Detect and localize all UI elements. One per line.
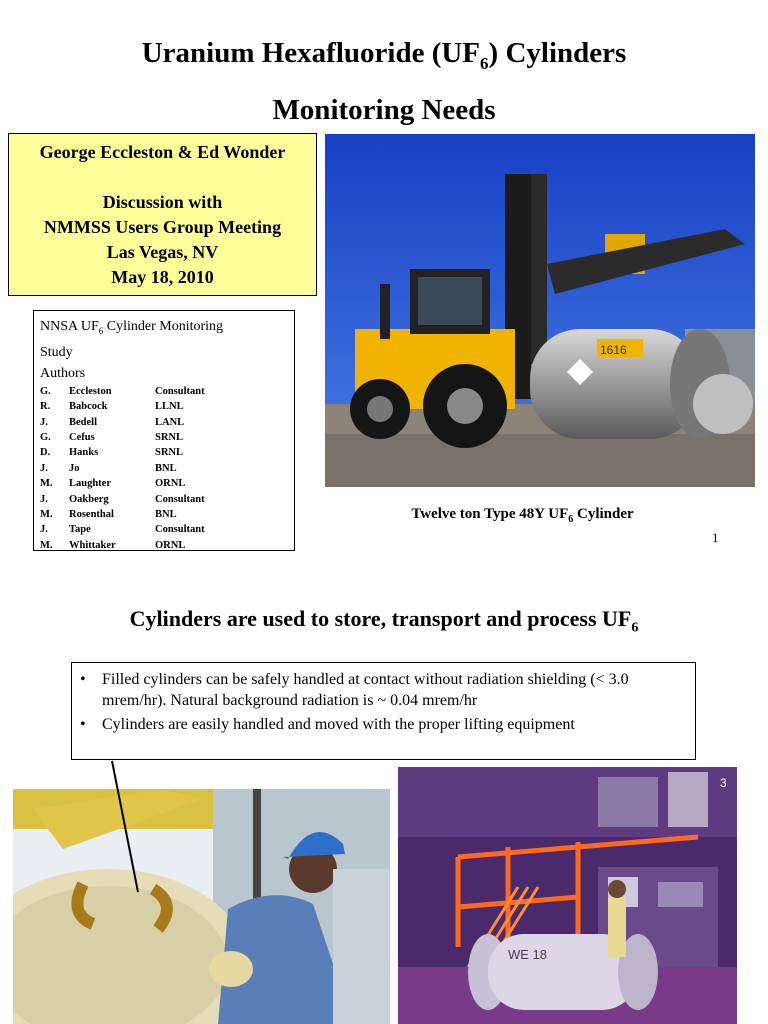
author-row xyxy=(40,476,205,491)
meeting-line-1: Discussion with xyxy=(102,192,223,212)
section-title: Cylinders are used to store, transport and process $UF_6$ xyxy=(129,606,639,636)
author-initial: J. xyxy=(40,493,48,505)
author-name: Eccleston xyxy=(69,385,112,397)
author-initial: G. xyxy=(40,432,51,444)
author-name: Babcock xyxy=(69,401,108,413)
slide-title xyxy=(0,30,768,133)
study-authors-box xyxy=(33,310,295,551)
author-row xyxy=(40,399,205,414)
meeting-location: Las Vegas, NV xyxy=(106,242,219,262)
bullet-box xyxy=(71,662,696,760)
author-affiliation: Consultant xyxy=(155,385,205,397)
facility-sign-label: 3 xyxy=(720,776,727,790)
author-affiliation: ORNL xyxy=(155,478,186,490)
author-row xyxy=(40,522,205,537)
author-name: Hanks xyxy=(69,447,99,459)
author-row xyxy=(40,538,205,553)
author-initial: M. xyxy=(40,509,53,521)
author-row xyxy=(40,430,205,445)
author-name: Bedell xyxy=(69,416,97,428)
author-initial: M. xyxy=(40,478,53,490)
study-heading: NNSA $UF_6$ Cylinder Monitoring Study Authors xyxy=(40,319,224,381)
author-initial: J. xyxy=(40,524,48,536)
author-name: Whittaker xyxy=(69,539,116,551)
author-initial: J. xyxy=(40,462,48,474)
author-row xyxy=(40,461,205,476)
title-line-1: Uranium Hexafluoride $(UF_6)$ Cylinders xyxy=(141,37,627,73)
author-affiliation: ORNL xyxy=(155,539,186,551)
authors-table xyxy=(40,384,205,553)
author-initial: R. xyxy=(40,401,51,413)
author-initial: G. xyxy=(40,385,51,397)
author-name: Jo xyxy=(69,462,80,474)
forklift-cylinder-photo xyxy=(325,134,755,487)
facility-cylinder-label: WE 18 xyxy=(508,947,548,962)
author-affiliation: Consultant xyxy=(155,524,205,536)
author-name: Rosenthal xyxy=(69,509,114,521)
author-row xyxy=(40,384,205,399)
presenter-names: George Eccleston & Ed Wonder xyxy=(39,142,286,162)
author-initial: J. xyxy=(40,416,48,428)
bullet-item: • Filled cylinders can be safely handled at contact without radiation shielding (< 3.0 mrem/hr). Natural background radiation is ~ 0.04 mrem/hr xyxy=(80,671,629,709)
worker-cylinder-photo xyxy=(13,789,390,1024)
facility-cylinder-photo xyxy=(398,767,737,1024)
author-name: Laughter xyxy=(69,478,111,490)
author-row xyxy=(40,445,205,460)
author-affiliation: LLNL xyxy=(155,401,184,413)
author-affiliation: BNL xyxy=(155,462,177,474)
author-name: Tape xyxy=(69,524,91,536)
author-name: Cefus xyxy=(69,432,95,444)
author-row xyxy=(40,507,205,522)
title-line-2: Monitoring Needs xyxy=(272,93,496,126)
author-row xyxy=(40,415,205,430)
author-affiliation: LANL xyxy=(155,416,185,428)
page-number: 1 xyxy=(712,530,719,545)
author-affiliation: SRNL xyxy=(155,432,184,444)
author-affiliation: SRNL xyxy=(155,447,184,459)
presenter-info-box xyxy=(8,133,317,296)
author-affiliation: Consultant xyxy=(155,493,205,505)
author-affiliation: BNL xyxy=(155,509,177,521)
meeting-line-2: NMMSS Users Group Meeting xyxy=(43,217,282,237)
photo-caption: Twelve ton Type 48Y $UF_6$ Cylinder xyxy=(411,506,634,525)
author-row xyxy=(40,492,205,507)
author-name: Oakberg xyxy=(69,493,109,505)
meeting-date: May 18, 2010 xyxy=(111,267,214,287)
author-initial: D. xyxy=(40,447,51,459)
bullet-item: • Cylinders are easily handled and moved with the proper lifting equipment xyxy=(80,716,575,733)
cylinder-stencil-label: 1616 xyxy=(600,343,627,357)
author-initial: M. xyxy=(40,539,53,551)
